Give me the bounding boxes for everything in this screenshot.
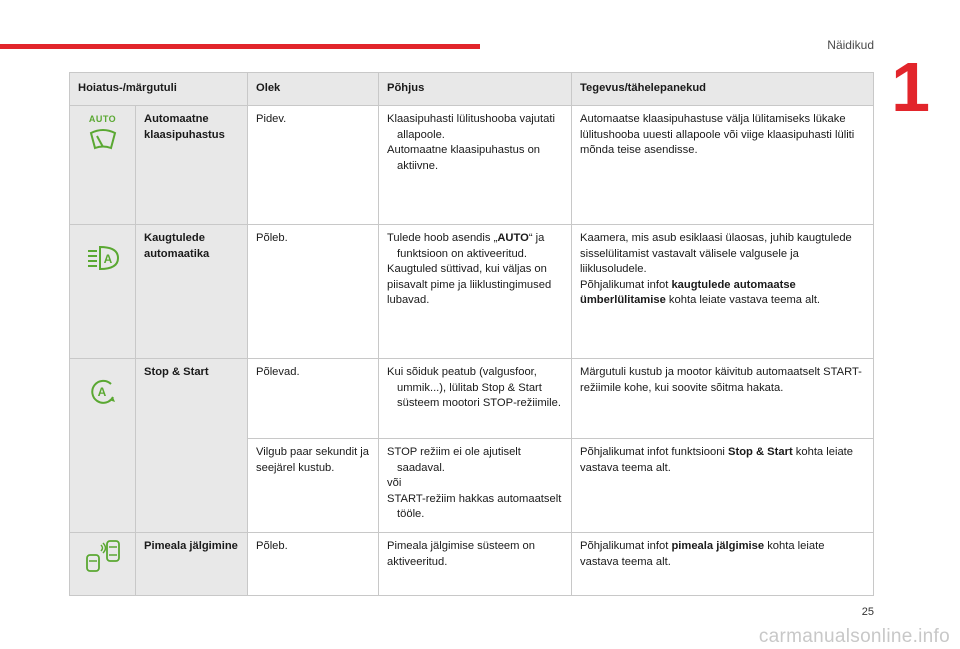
section-title: Näidikud [827, 38, 874, 52]
watermark: carmanualsonline.info [758, 626, 950, 647]
row-cause [379, 359, 572, 439]
row-state: Vilgub paar sekundit ja seejärel kustub. [248, 439, 379, 533]
cause-line: Kui sõiduk peatub (valgusfoor, ummik...), lülitab Stop & Start süsteem mootori STOP-režiimile. [387, 366, 561, 410]
row-name: Stop & Start [136, 359, 248, 533]
cause-line: Kaugtuled süttivad, kui väljas on piisavalt pime ja liiklustingimused lubavad. [387, 263, 552, 307]
cause-line: Automaatne klaasipuhastus on aktiivne. [387, 144, 541, 172]
icon-cell [70, 225, 136, 359]
row-cause: Pimeala jälgimise süsteem on aktiveeritud. [379, 533, 572, 596]
row-cause [379, 106, 572, 225]
headlight-letter: A [103, 252, 112, 266]
warning-lights-table [69, 72, 874, 596]
header-cause: Põhjus [379, 73, 572, 106]
action-line: Kaamera, mis asub esiklaasi ülaosas, juhib kaugtulede sisselülitamist vastavalt välisele valgusele ja liiklusoludele. [580, 232, 852, 276]
stop-start-icon [88, 377, 118, 407]
row-action: Automaatse klaasipuhastuse välja lülitamiseks lükake lülitushooba uuesti allapoole või viige klaasipuhasti lüliti mõnda teise asendisse. [572, 106, 874, 225]
table-row [70, 533, 874, 596]
header-warning-light: Hoiatus-/märgutuli [70, 73, 248, 106]
row-action: Põhjalikumat infot funktsiooni Stop & Start kohta leiate vastava teema alt. [572, 439, 874, 533]
row-action [572, 225, 874, 359]
row-name: Automaatne klaasipuhastus [136, 106, 248, 225]
cause-line: või [387, 477, 402, 490]
row-name: Pimeala jälgimine [136, 533, 248, 596]
action-line: Põhjalikumat infot kaugtulede automaatse ümberlülitamise kohta leiate vastava teema alt. [580, 278, 821, 307]
table-row [70, 359, 874, 439]
row-state: Pidev. [248, 106, 379, 225]
page-number: 25 [861, 606, 874, 618]
icon-cell [70, 359, 136, 533]
row-action: Põhjalikumat infot pimeala jälgimise kohta leiate vastava teema alt. [572, 533, 874, 596]
table-header-row [70, 73, 874, 106]
row-name: Kaugtulede automaatika [136, 225, 248, 359]
chapter-number: 1 [891, 48, 930, 126]
stop-start-letter: A [97, 385, 106, 399]
auto-headlight-icon [86, 243, 120, 273]
header-action: Tegevus/tähelepanekud [572, 73, 874, 106]
header-state: Olek [248, 73, 379, 106]
row-state: Põlevad. [248, 359, 379, 439]
row-action: Märgutuli kustub ja mootor käivitub automaatselt START-režiimile kohe, kui soovite sõitma hakata. [572, 359, 874, 439]
table-row [70, 106, 874, 225]
row-state: Põleb. [248, 533, 379, 596]
cause-line: START-režiim hakkas automaatselt tööle. [387, 492, 562, 521]
auto-wiper-icon [72, 112, 133, 152]
blind-spot-monitoring-icon [85, 539, 121, 573]
icon-cell [70, 533, 136, 596]
auto-label: AUTO [88, 114, 117, 124]
icon-cell [70, 106, 136, 225]
cause-line: Klaasipuhasti lülitushooba vajutati allapoole. [387, 113, 555, 141]
row-cause [379, 439, 572, 533]
header-red-bar [0, 44, 480, 49]
cause-line: Tulede hoob asendis „AUTO“ ja funktsioon on aktiveeritud. [387, 232, 545, 260]
cause-line: STOP režiim ei ole ajutiselt saadaval. [387, 446, 521, 474]
row-state: Põleb. [248, 225, 379, 359]
row-cause [379, 225, 572, 359]
table-row [70, 225, 874, 359]
